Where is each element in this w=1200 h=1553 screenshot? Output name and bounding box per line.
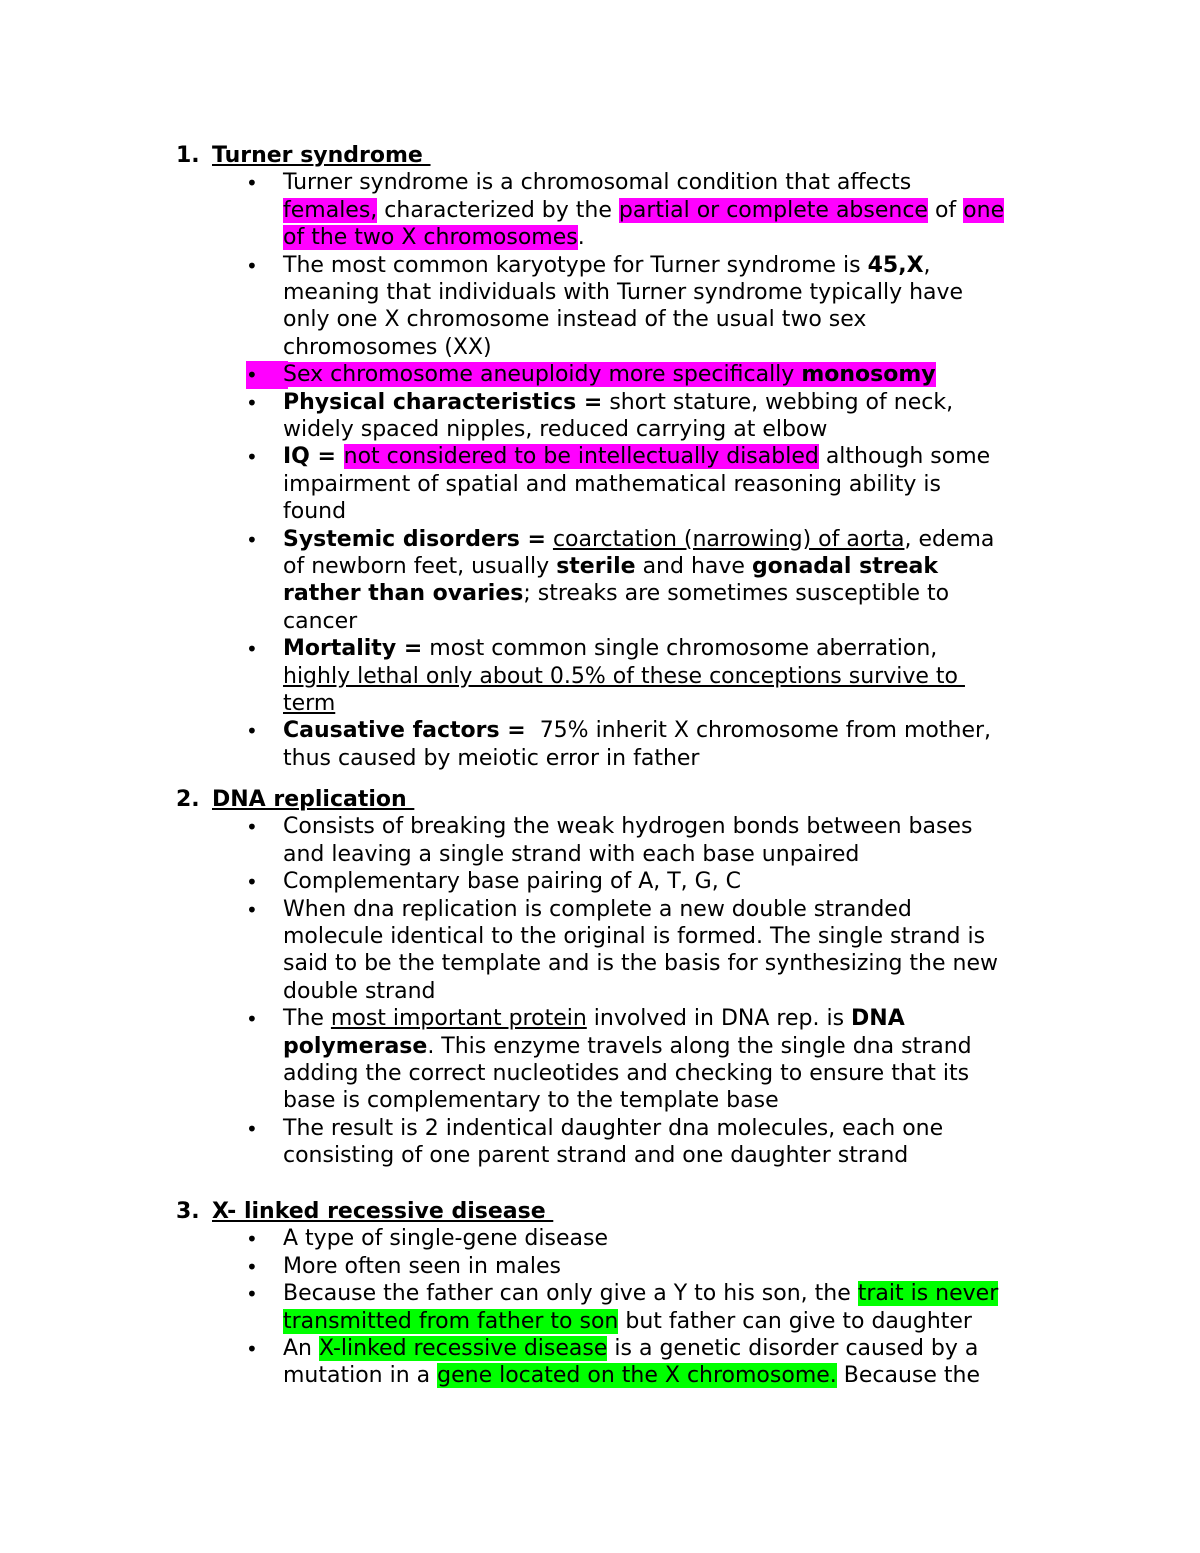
bullet-text-line — [283, 1115, 943, 1143]
text-run: Physical characteristics = — [283, 389, 603, 415]
bullet-text-line — [283, 1033, 972, 1061]
bullet-text-line — [283, 1060, 969, 1088]
text-run: and leaving a single strand with each base unpaired — [283, 841, 860, 867]
text-run: and have — [635, 554, 752, 579]
text-run: most important protein — [330, 1006, 587, 1032]
text-run: 75% inherit X chromosome from mother, — [525, 718, 992, 744]
section-number: 1. — [176, 143, 200, 168]
text-run: Sex chromosome aneuploidy more specifically — [283, 362, 802, 388]
bullet-text-line — [283, 471, 941, 499]
text-run: . — [577, 225, 585, 251]
text-run: mutation in a — [283, 1363, 438, 1389]
bullet-text-line — [283, 690, 335, 718]
bullet-icon: • — [246, 390, 258, 415]
text-run: found — [283, 499, 347, 525]
bullet-text-line — [283, 553, 938, 581]
text-run: , — [923, 252, 931, 278]
text-run: A type of single-gene disease — [283, 1226, 608, 1252]
bullet-icon: • — [246, 1116, 258, 1141]
text-run: X-linked recessive disease — [319, 1336, 608, 1361]
text-run: IQ = — [283, 444, 344, 470]
text-run: impairment of spatial and mathematical reasoning ability is — [283, 471, 941, 497]
text-run: involved in DNA rep. is — [586, 1006, 852, 1032]
bullet-text-line — [283, 169, 911, 197]
bullet-icon: • — [246, 1282, 258, 1307]
text-run: trait is never — [857, 1281, 999, 1307]
text-run: characterized by the — [377, 197, 619, 223]
bullet-icon: • — [246, 361, 288, 389]
bullet-text-line — [283, 1225, 608, 1253]
text-run: double strand — [283, 978, 436, 1004]
text-run: coarctation (narrowing) of aorta — [552, 526, 905, 552]
bullet-text-line — [283, 498, 346, 526]
bullet-text-line — [283, 1087, 779, 1115]
text-run: base is complementary to the template base — [283, 1088, 779, 1114]
text-run: , edema — [904, 526, 995, 552]
bullet-text-line — [283, 224, 585, 252]
text-run: molecule identical to the original is formed. The single strand is — [283, 924, 986, 949]
text-run: transmitted from father to son — [283, 1308, 619, 1334]
bullet-icon: • — [246, 719, 258, 744]
bullet-text-line — [283, 279, 963, 307]
bullet-text-line — [283, 813, 972, 841]
text-run: When dna replication is complete a new double stranded — [283, 896, 912, 922]
text-run: thus caused by meiotic error in father — [283, 745, 700, 771]
text-run: ; streaks are sometimes susceptible to — [523, 581, 950, 607]
bullet-icon: • — [246, 897, 258, 922]
section-number: 3. — [176, 1199, 200, 1224]
bullet-text-line — [283, 1362, 980, 1390]
text-run: said to be the template and is the basis for synthesizing the new — [283, 951, 998, 977]
text-run: most common single chromosome aberration, — [422, 636, 938, 662]
text-run: Because the — [836, 1363, 981, 1389]
bullet-text-line — [283, 389, 953, 417]
bullet-icon: • — [246, 870, 258, 895]
text-run: not considered to be intellectually disabled — [343, 444, 819, 470]
bullet-text-line — [283, 526, 994, 554]
text-run: 45,X — [867, 252, 924, 278]
bullet-text-line — [283, 717, 991, 745]
text-run: More often seen in males — [283, 1253, 561, 1279]
text-run: chromosomes (XX) — [283, 334, 492, 360]
bullet-text-line — [283, 841, 859, 869]
text-run: females, — [283, 197, 378, 223]
bullet-text-line — [283, 443, 990, 471]
text-run: rather than ovaries — [283, 581, 524, 607]
section-heading: DNA replication — [212, 787, 415, 812]
bullet-text-line — [283, 950, 998, 978]
text-run: gene located on the X chromosome. — [437, 1363, 837, 1389]
bullet-text-line — [283, 868, 741, 896]
text-run: Causative factors = — [283, 718, 526, 744]
text-run: consisting of one parent strand and one daughter strand — [283, 1143, 909, 1169]
text-run: Systemic disorders = — [283, 526, 546, 552]
bullet-text-line — [283, 580, 949, 608]
text-run: adding the correct nucleotides and checking to ensure that its — [283, 1061, 970, 1086]
text-run: meaning that individuals with Turner syndrome typically have — [283, 280, 964, 305]
text-run: The result is 2 indentical daughter dna molecules, each one — [283, 1115, 944, 1141]
text-run: Mortality = — [283, 636, 423, 662]
bullet-text-line — [283, 361, 936, 389]
text-run: highly lethal only about 0.5% of these conceptions survive to — [283, 663, 965, 689]
bullet-text-line — [283, 1005, 905, 1033]
text-run: widely spaced nipples, reduced carrying at elbow — [283, 417, 828, 442]
bullet-text-line — [283, 745, 699, 773]
bullet-text-line — [283, 608, 357, 636]
bullet-text-line — [283, 923, 985, 951]
bullet-icon: • — [246, 171, 258, 196]
bullet-text-line — [283, 1308, 972, 1336]
bullet-text-line — [283, 306, 866, 334]
bullet-text-line — [283, 635, 937, 663]
bullet-text-line — [283, 252, 931, 280]
bullet-icon: • — [246, 1254, 258, 1279]
bullet-text-line — [283, 1335, 978, 1363]
text-run: only one X chromosome instead of the usual two sex — [283, 307, 867, 333]
bullet-text-line — [283, 1253, 561, 1281]
text-run: . This enzyme travels along the single dna strand — [427, 1033, 972, 1059]
text-run: is a genetic disorder caused by a — [607, 1336, 979, 1361]
text-run: Complementary base pairing of A, T, G, C — [283, 869, 742, 895]
text-run: one — [963, 197, 1005, 223]
bullet-text-line — [283, 896, 912, 924]
bullet-icon: • — [246, 815, 258, 840]
text-run: of the two X chromosomes — [283, 225, 578, 251]
text-run: of — [927, 197, 964, 223]
bullet-icon: • — [246, 445, 258, 470]
text-run: Because the father can only give a Y to his son, the — [283, 1281, 858, 1307]
text-run: although some — [818, 444, 991, 470]
bullet-text-line — [283, 197, 1004, 225]
bullet-icon: • — [246, 1227, 258, 1252]
bullet-text-line — [283, 334, 492, 362]
text-run: DNA — [851, 1006, 905, 1032]
bullet-text-line — [283, 663, 965, 691]
bullet-icon: • — [246, 1337, 258, 1361]
text-run: monosomy — [801, 362, 936, 388]
text-run: The most common karyotype for Turner syndrome is — [283, 252, 868, 278]
bullet-icon: • — [246, 1007, 258, 1032]
section-heading: X- linked recessive disease — [212, 1199, 554, 1224]
text-run: The — [283, 1006, 331, 1032]
bullet-text-line — [283, 1280, 998, 1308]
text-run: sterile — [556, 554, 636, 579]
text-run: polymerase — [283, 1033, 428, 1059]
text-run: but father can give to daughter — [618, 1308, 972, 1334]
text-run — [546, 527, 553, 552]
bullet-text-line — [283, 416, 827, 444]
bullet-icon: • — [246, 253, 258, 278]
section-number: 2. — [176, 787, 200, 812]
text-run: gonadal streak — [751, 554, 938, 579]
bullet-icon: • — [246, 527, 258, 552]
section-heading: Turner syndrome — [212, 143, 431, 168]
bullet-text-line — [283, 978, 436, 1006]
text-run: short stature, webbing of neck, — [602, 389, 954, 415]
text-run: partial or complete absence — [618, 197, 928, 223]
text-run: Turner syndrome is a chromosomal condition that affects — [283, 170, 912, 196]
bullet-text-line — [283, 1142, 908, 1170]
text-run: of newborn feet, usually — [283, 554, 557, 579]
bullet-icon: • — [246, 637, 258, 662]
text-run: term — [283, 691, 336, 716]
text-run: cancer — [283, 608, 358, 634]
text-run: Consists of breaking the weak hydrogen bonds between bases — [283, 814, 973, 840]
text-run: An — [283, 1336, 319, 1361]
